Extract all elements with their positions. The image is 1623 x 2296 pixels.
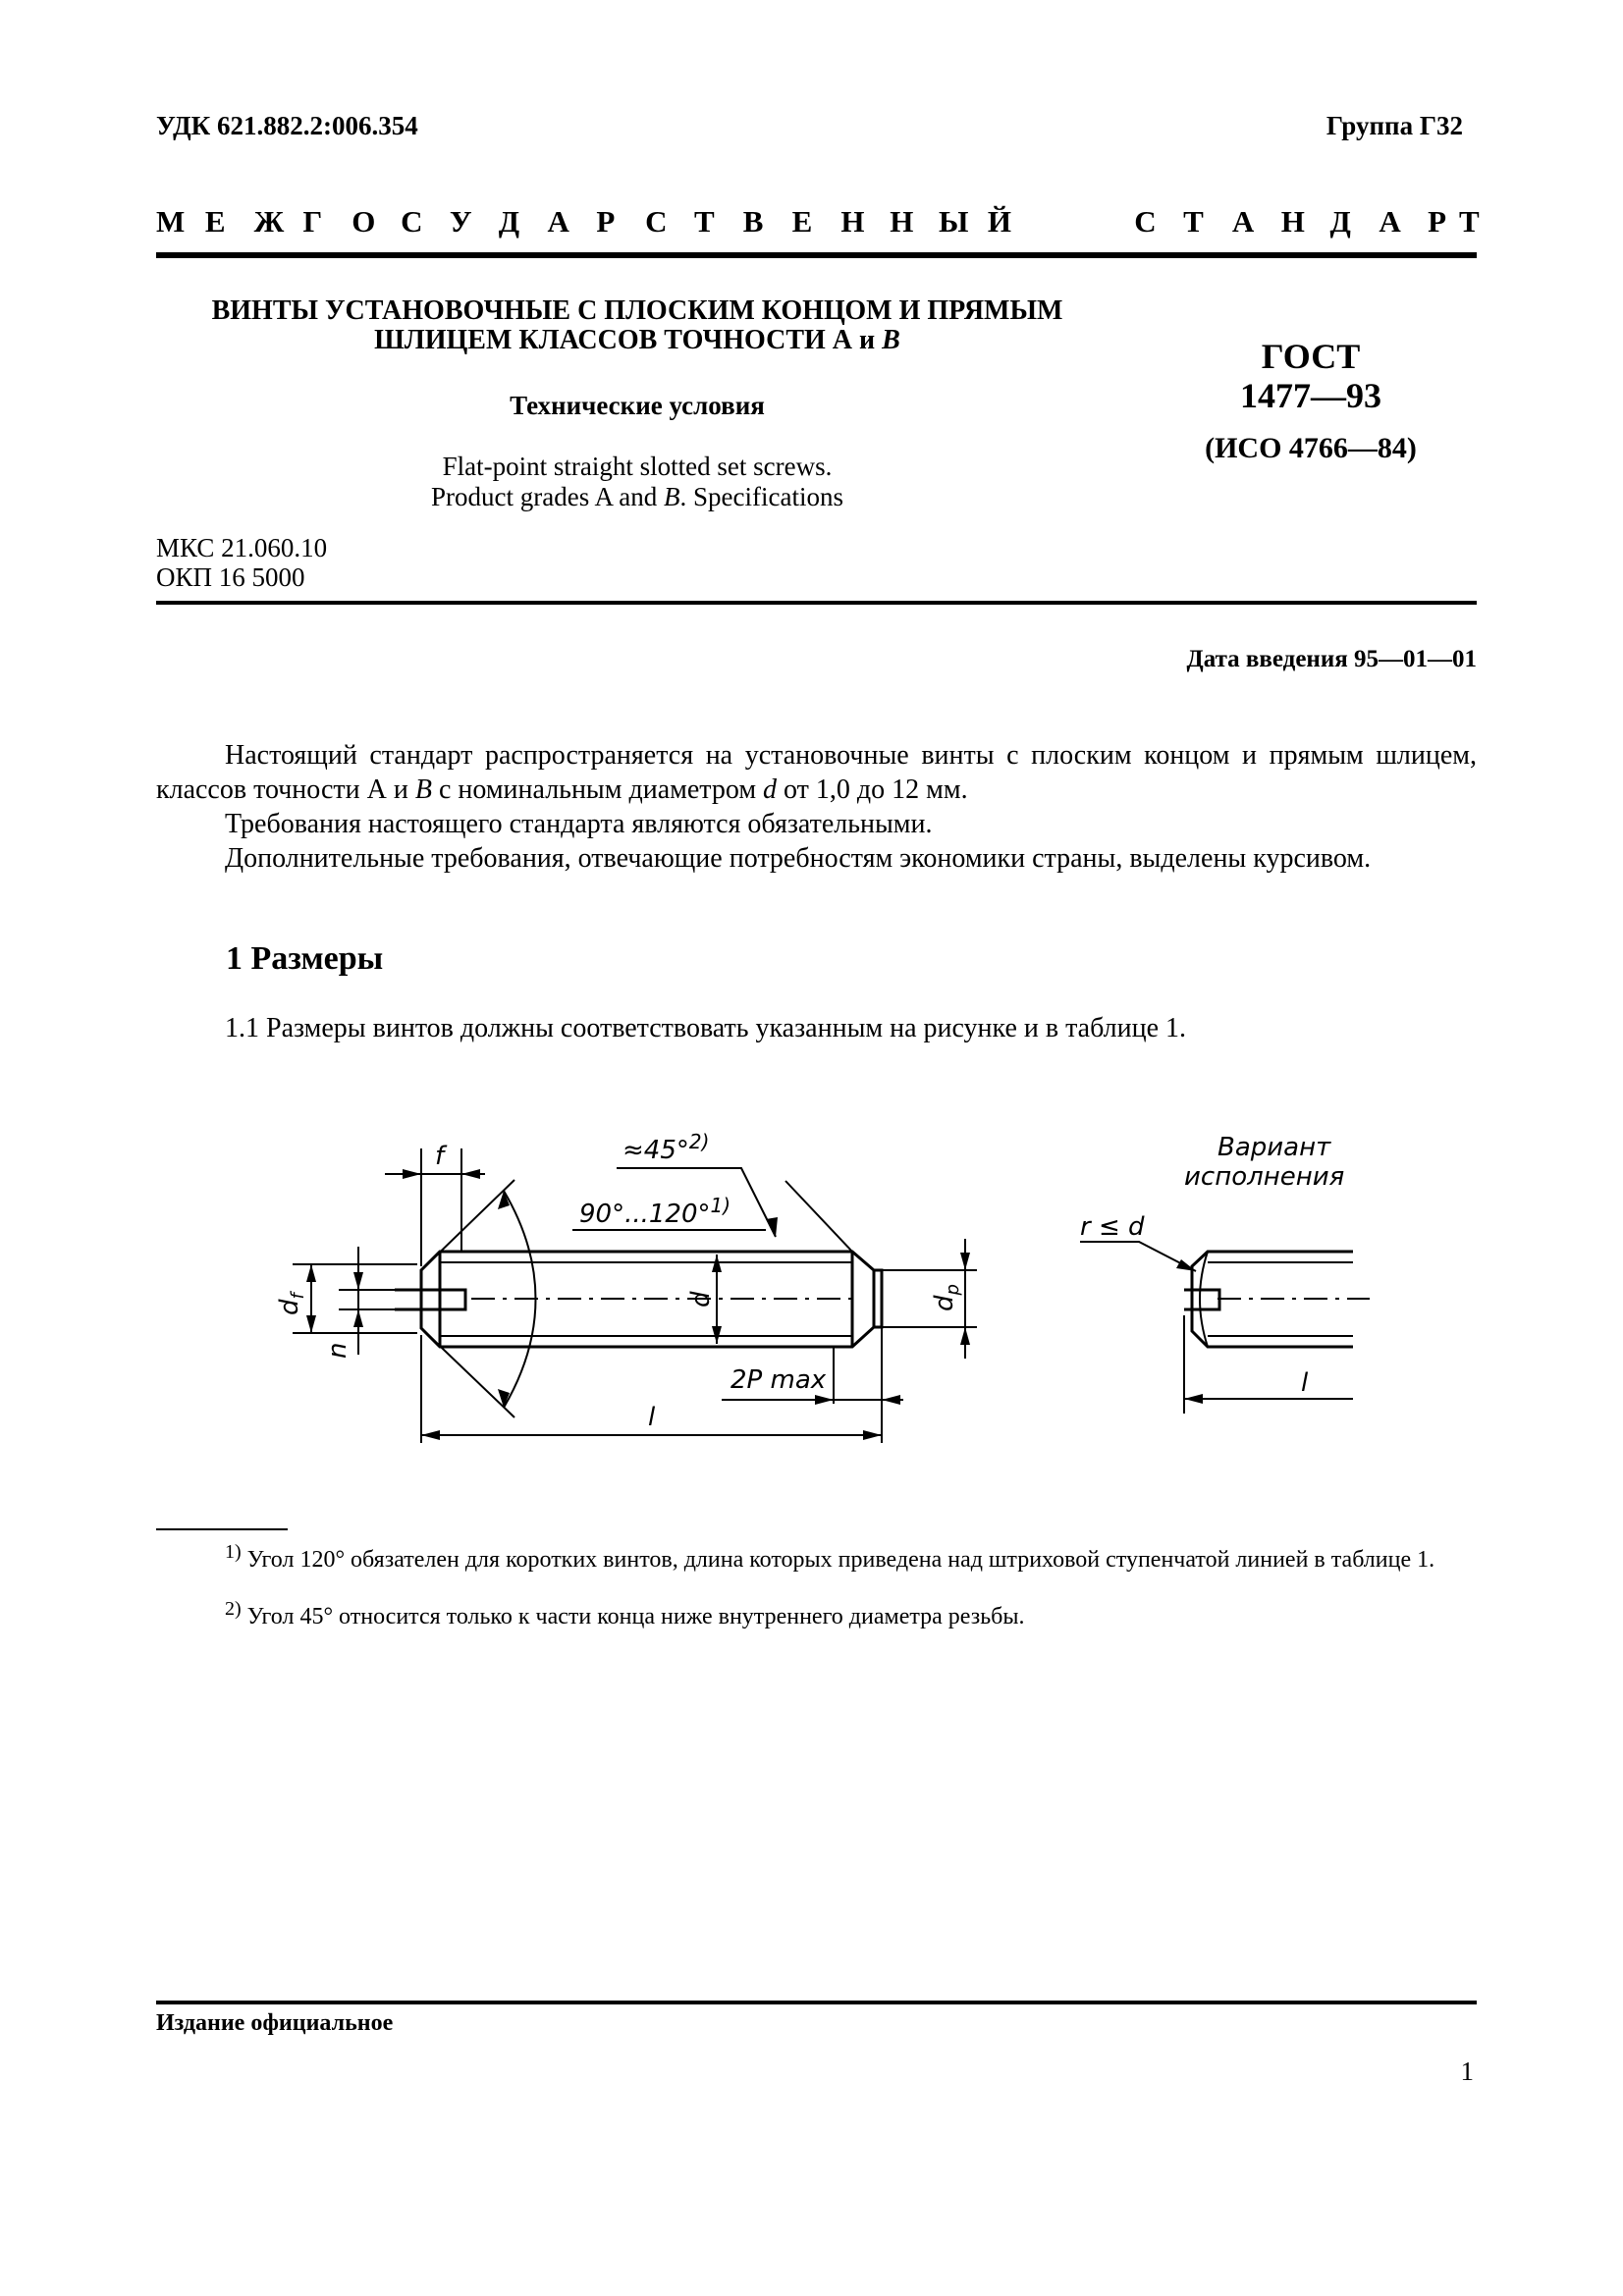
variant-label-line-1: Вариант (1217, 1133, 1331, 1162)
variant-label-l: l (1301, 1368, 1309, 1398)
standard-type-letter: Е (204, 204, 226, 239)
standard-type-letter: С (1134, 204, 1157, 239)
variant-round-end (1200, 1252, 1208, 1347)
standard-type-letter: С (645, 204, 668, 239)
label-angle-45: ≈45°$^{2)}$ (622, 1130, 710, 1165)
english-title (156, 452, 1118, 512)
footnote-1-mark: 1) (225, 1541, 242, 1563)
english-title-line-1: Flat-point straight slotted set screws. (442, 452, 833, 481)
standard-type-letter: В (742, 204, 764, 239)
gost-number: 1477—93 (1240, 376, 1381, 415)
standard-type-letter: А (1231, 204, 1255, 239)
standard-type (156, 204, 1480, 240)
standard-type-letter: М (156, 204, 186, 239)
standard-type-letter: Р (1428, 204, 1447, 239)
footnote-2-text: Угол 45° относится только к части конца ниже внутреннего диаметра резьбы. (246, 1604, 1025, 1629)
screw-slot (395, 1290, 465, 1309)
footnote-rule (156, 1528, 288, 1530)
group-code: Группа Г32 (1325, 111, 1463, 140)
label-r: r ≤ d (1080, 1212, 1145, 1242)
mks-code: МКС 21.060.10 (156, 533, 328, 562)
english-title-line-2: Product grades A and B. Specifications (431, 482, 843, 511)
standard-type-letter: Н (890, 204, 914, 239)
footnote-1-text: Угол 120° обязателен для коротких винтов, длина которых приведена над штриховой ступенчатой линией в таблице 1. (246, 1547, 1435, 1573)
section-heading: 1 Размеры (226, 940, 384, 977)
standard-type-letter: А (547, 204, 569, 239)
label-d: d (686, 1291, 716, 1308)
title-rule (156, 601, 1477, 605)
label-dp: $d_p$ (930, 1284, 963, 1311)
label-2p-max: 2P max (730, 1365, 827, 1395)
standard-type-letter: Н (840, 204, 865, 239)
title-subtitle: Технические условия (510, 391, 765, 420)
label-l: l (648, 1403, 656, 1432)
gost-designation (1178, 337, 1443, 415)
standard-type-letter: О (352, 204, 376, 239)
angle-line-top (421, 1180, 514, 1270)
standard-type-letter: Р (596, 204, 616, 239)
footnote-1 (156, 1538, 1477, 1575)
header-rule (156, 252, 1477, 258)
standard-type-letter: Е (791, 204, 813, 239)
gost-label: ГОСТ (1261, 337, 1361, 376)
variant-slot (1184, 1290, 1219, 1309)
title-line-2: ШЛИЦЕМ КЛАССОВ ТОЧНОСТИ А и В (374, 325, 900, 355)
standard-type-letter: Г (302, 204, 323, 239)
standard-type-letter: А (1379, 204, 1401, 239)
standard-type-letter: Й (987, 204, 1011, 239)
footnote-2-mark: 2) (225, 1598, 242, 1620)
paragraph-dimensions: 1.1 Размеры винтов должны соответствовать указанным на рисунке и в таблице 1. (225, 1013, 1187, 1043)
document-title (156, 296, 1118, 355)
paragraph-mandatory: Требования настоящего стандарта являются обязательными. (225, 809, 933, 839)
standard-type-letter: Д (1329, 204, 1351, 239)
label-f: f (435, 1142, 445, 1171)
classification-codes (156, 533, 327, 592)
paragraph-scope: Настоящий стандарт распространяется на установочные винты с плоским концом и прямым шлицем, классов точности А и В с номинальным диаметром d от 1,0 до 12 мм. (156, 740, 1477, 805)
footnote-2 (156, 1595, 1477, 1631)
standard-type-letter: Ы (939, 204, 969, 239)
label-angle-90: 90°...120°$^{1)}$ (579, 1194, 731, 1229)
standard-type-letter: С (401, 204, 423, 239)
label-n: n (323, 1342, 352, 1359)
edition-label: Издание официальное (156, 2010, 394, 2036)
screw-drawing (0, 1080, 1623, 1472)
intro-date: Дата введения 95—01—01 (1186, 646, 1477, 672)
standard-type-letter: Ж (253, 204, 285, 239)
standard-type-letter: Н (1280, 204, 1305, 239)
screw-outline (293, 1148, 1370, 1443)
end-angle-line (785, 1181, 852, 1252)
label-df: $d_f$ (275, 1293, 308, 1315)
paragraph-additional: Дополнительные требования, отвечающие потребностям экономики страны, выделены курсивом. (225, 843, 1372, 874)
angle-line-bottom (421, 1328, 514, 1417)
footer-rule (156, 2001, 1477, 2004)
standard-type-letter: Т (693, 204, 715, 239)
title-line-1: ВИНТЫ УСТАНОВОЧНЫЕ С ПЛОСКИМ КОНЦОМ И ПРЯМЫМ (211, 295, 1063, 326)
okp-code: ОКП 16 5000 (156, 562, 305, 592)
variant-label-line-2: исполнения (1184, 1162, 1345, 1192)
standard-type-letter: Т (1183, 204, 1204, 239)
udk-code: УДК 621.882.2:006.354 (156, 111, 418, 140)
page-number: 1 (1460, 2056, 1474, 2086)
standard-type-letter: Т (1459, 204, 1480, 239)
iso-designation: (ИСО 4766—84) (1205, 432, 1417, 464)
standard-type-letter: У (449, 204, 472, 239)
standard-type-letter: Д (498, 204, 520, 239)
